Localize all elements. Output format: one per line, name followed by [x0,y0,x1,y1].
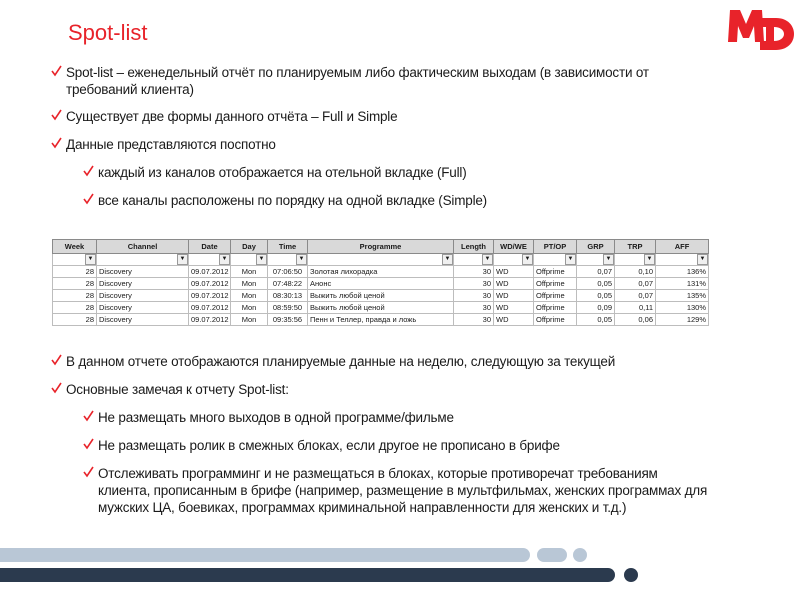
slide-title: Spot-list [68,20,148,45]
table-cell: 0,06 [615,314,656,326]
table-cell: 08:30:13 [268,290,308,302]
table-cell: 28 [53,278,97,290]
checkmark-icon [50,108,63,122]
filter-dropdown-icon[interactable]: ▼ [697,254,708,265]
filter-dropdown-icon[interactable]: ▼ [85,254,96,265]
table-cell: 0,05 [577,314,615,326]
md-logo-mark [728,10,794,50]
footer-dot-dark [624,568,638,582]
bullet-text: В данном отчете отображаются планируемые данные на неделю, следующую за текущей [66,354,616,369]
bullet-text: Не размещать много выходов в одной программе/фильме [98,410,454,425]
bullet-text: все каналы расположены по порядку на одной вкладке (Simple) [98,193,487,208]
table-cell: WD [494,314,534,326]
checkmark-icon [50,381,63,395]
filter-dropdown-icon[interactable]: ▼ [442,254,453,265]
filter-dropdown-icon[interactable]: ▼ [296,254,307,265]
table-cell: Mon [231,314,268,326]
table-cell: 28 [53,266,97,278]
table-cell: 07:48:22 [268,278,308,290]
table-cell: 130% [656,302,709,314]
table-cell: WD [494,302,534,314]
sub-bullet-item [50,192,710,209]
table-cell: Mon [231,266,268,278]
column-header: WD/WE [494,240,534,254]
table-cell: Discovery [97,302,189,314]
sub-bullet-item [50,437,710,454]
table-cell: Offprime [534,266,577,278]
bullet-text: Основные замечая к отчету Spot-list: [66,382,289,397]
table-cell: WD [494,290,534,302]
table-cell: Mon [231,278,268,290]
table-cell: 09.07.2012 [189,314,231,326]
filter-dropdown-icon[interactable]: ▼ [603,254,614,265]
bullet-text: Существует две формы данного отчёта – Full и Simple [66,109,398,124]
bottom-bullet-list [50,353,710,516]
table-cell: 09.07.2012 [189,266,231,278]
filter-dropdown-icon[interactable]: ▼ [177,254,188,265]
sub-bullet-item [50,409,710,426]
column-header: Week [53,240,97,254]
checkmark-icon [82,437,95,451]
footer-stripe-dark [0,568,615,582]
table-cell: Offprime [534,290,577,302]
table-cell: 09.07.2012 [189,290,231,302]
table-cell: 30 [454,290,494,302]
footer-stripe-light-pill [537,548,567,562]
bullet-text: Spot-list – еженедельный отчёт по планируемым либо фактическим выходам (в зависимости от требований клиента) [66,65,649,97]
table-cell: Discovery [97,266,189,278]
table-cell: 129% [656,314,709,326]
table-cell: 09.07.2012 [189,302,231,314]
table-cell: 131% [656,278,709,290]
table-cell: 28 [53,290,97,302]
filter-dropdown-icon[interactable]: ▼ [644,254,655,265]
table-cell: Offprime [534,278,577,290]
checkmark-icon [50,136,63,150]
checkmark-icon [82,192,95,206]
table-cell: Анонс [308,278,454,290]
table-header-row [53,240,709,254]
table-cell: Discovery [97,290,189,302]
table-cell: Пенн и Теллер, правда и ложь [308,314,454,326]
bullet-item [50,353,710,370]
table-cell: 28 [53,314,97,326]
column-header: Length [454,240,494,254]
sub-bullet-item [50,164,710,181]
column-header: AFF [656,240,709,254]
table-cell: Mon [231,290,268,302]
bullet-text: Данные представляются поспотно [66,137,276,152]
table-cell: Mon [231,302,268,314]
filter-dropdown-icon[interactable]: ▼ [219,254,230,265]
bullet-text: Не размещать ролик в смежных блоках, если другое не прописано в брифе [98,438,560,453]
table-cell: 0,05 [577,278,615,290]
table-cell: 07:06:50 [268,266,308,278]
top-bullet-list [50,64,710,209]
table-cell: Discovery [97,278,189,290]
column-header: PT/OP [534,240,577,254]
table-cell: 09.07.2012 [189,278,231,290]
bullet-item [50,136,710,153]
md-logo [720,0,800,60]
table-cell: 0,05 [577,290,615,302]
sub-bullet-item [50,465,708,516]
checkmark-icon [82,409,95,423]
bullet-item [50,108,710,125]
table-cell: 0,07 [577,266,615,278]
table-cell: 136% [656,266,709,278]
filter-dropdown-icon[interactable]: ▼ [482,254,493,265]
checkmark-icon [50,353,63,367]
table-cell: 0,11 [615,302,656,314]
table-cell: Золотая лихорадка [308,266,454,278]
table-cell: WD [494,278,534,290]
table-cell: 28 [53,302,97,314]
table-cell: 0,07 [615,278,656,290]
table-body [53,266,709,326]
table-cell: 0,07 [615,290,656,302]
filter-dropdown-icon[interactable]: ▼ [256,254,267,265]
bullet-item [50,381,710,398]
column-header: Time [268,240,308,254]
table-cell: 0,10 [615,266,656,278]
filter-dropdown-icon[interactable]: ▼ [565,254,576,265]
table-row [53,314,709,326]
table-cell: Выжить любой ценой [308,302,454,314]
table-cell: 30 [454,302,494,314]
footer-stripe-light [0,548,530,562]
table-cell: 30 [454,278,494,290]
table-cell: 30 [454,314,494,326]
table-cell: 0,09 [577,302,615,314]
table-row [53,302,709,314]
checkmark-icon [82,465,95,479]
column-header: TRP [615,240,656,254]
footer-dot-light [573,548,587,562]
table-cell: Offprime [534,314,577,326]
column-header: Day [231,240,268,254]
table-cell: 09:35:56 [268,314,308,326]
table-cell: 135% [656,290,709,302]
filter-row [53,254,709,266]
table-cell: 08:59:50 [268,302,308,314]
checkmark-icon [82,164,95,178]
bullet-text: Отслеживать программинг и не размещаться в блоках, которые противоречат требованиям клиента, прописанным в брифе (например, размещение в мультфильмах, женских программах для мужских ЦА, боевиках, программах криминальной направленности для женских и т.д.) [98,466,708,515]
column-header: Programme [308,240,454,254]
checkmark-icon [50,64,63,78]
table-cell: 30 [454,266,494,278]
column-header: GRP [577,240,615,254]
filter-dropdown-icon[interactable]: ▼ [522,254,533,265]
spot-list-table [52,239,709,326]
table-cell: WD [494,266,534,278]
table-cell: Выжить любой ценой [308,290,454,302]
table-row [53,290,709,302]
bullet-text: каждый из каналов отображается на отельной вкладке (Full) [98,165,467,180]
bullet-item [50,64,710,98]
column-header: Channel [97,240,189,254]
table-cell: Offprime [534,302,577,314]
column-header: Date [189,240,231,254]
table-row [53,266,709,278]
table-cell: Discovery [97,314,189,326]
table-row [53,278,709,290]
